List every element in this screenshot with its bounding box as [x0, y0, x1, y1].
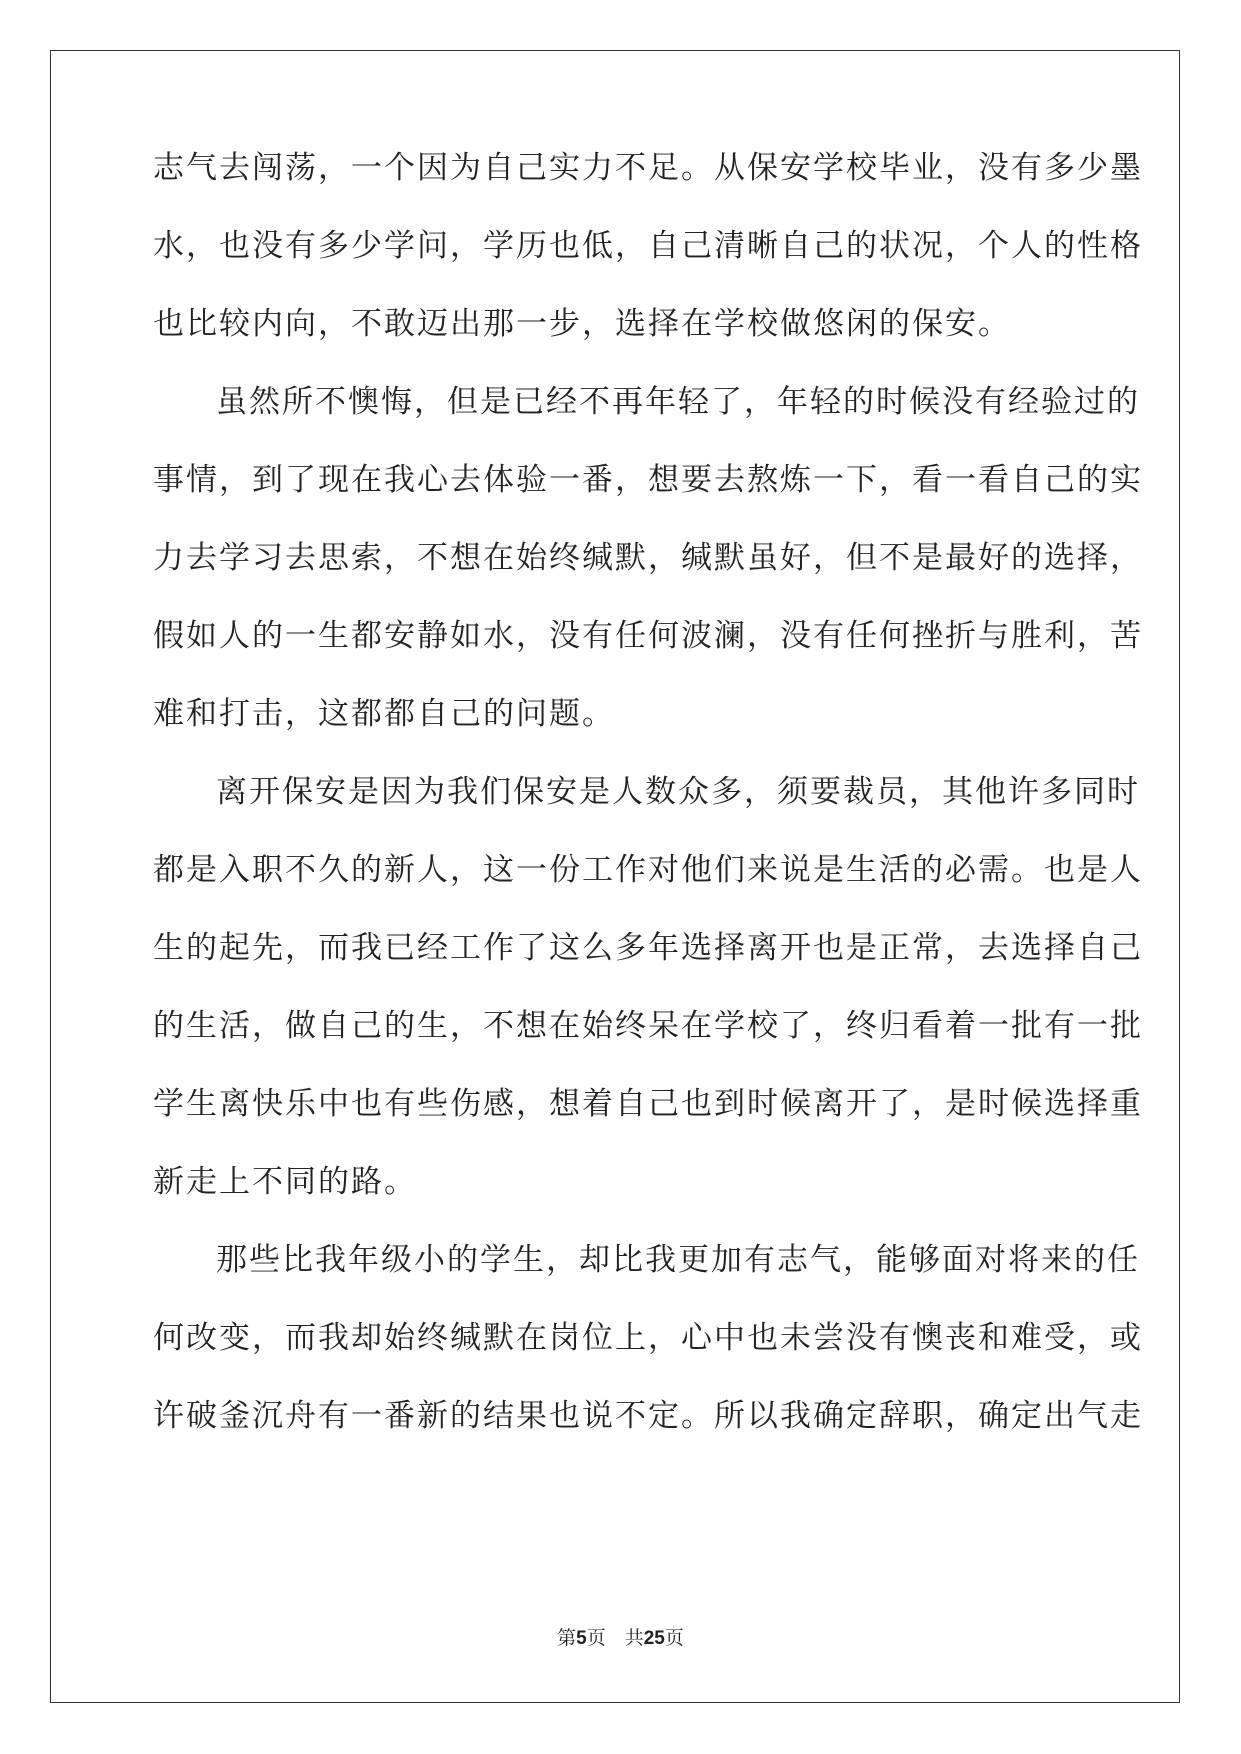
paragraph-3-line-1: 离开保安是因为我们保安是人数众多，须要裁员，其他许多同时 [216, 774, 1140, 810]
paragraph-2-line-1: 虽然所不懊悔，但是已经不再年轻了，年轻的时候没有经验过的 [216, 384, 1140, 420]
paragraph-3-line-3: 生的起先，而我已经工作了这么多年选择离开也是正常，去选择自己 [153, 930, 1143, 966]
paragraph-2-line-5: 难和打击，这都都自己的问题。 [153, 696, 615, 732]
page-number-footer [0, 1626, 1241, 1651]
footer-suffix: 页 [664, 1627, 684, 1649]
paragraph-3-line-5: 学生离快乐中也有些伤感，想着自己也到时候离开了，是时候选择重 [153, 1086, 1143, 1122]
footer-middle: 页 共 [586, 1627, 644, 1649]
paragraph-3-line-4: 的生活，做自己的生，不想在始终呆在学校了，终归看着一批有一批 [153, 1008, 1143, 1044]
paragraph-1-line-1: 志气去闯荡，一个因为自己实力不足。从保安学校毕业，没有多少墨 [153, 150, 1143, 186]
paragraph-3-line-6: 新走上不同的路。 [153, 1164, 417, 1200]
paragraph-2-line-4: 假如人的一生都安静如水，没有任何波澜，没有任何挫折与胜利，苦 [153, 618, 1143, 654]
paragraph-4-line-2: 何改变，而我却始终缄默在岗位上，心中也未尝没有懊丧和难受，或 [153, 1320, 1143, 1356]
total-pages-number: 25 [643, 1628, 665, 1649]
paragraph-1-line-3: 也比较内向，不敢迈出那一步，选择在学校做悠闲的保安。 [153, 306, 1011, 342]
paragraph-4-line-1: 那些比我年级小的学生，却比我更加有志气，能够面对将来的任 [216, 1242, 1140, 1278]
footer-prefix: 第 [557, 1627, 577, 1649]
paragraph-3-line-2: 都是入职不久的新人，这一份工作对他们来说是生活的必需。也是人 [153, 852, 1143, 888]
paragraph-4-line-3: 许破釜沉舟有一番新的结果也说不定。所以我确定辞职，确定出气走 [153, 1398, 1143, 1434]
current-page-number: 5 [576, 1628, 587, 1649]
paragraph-1-line-2: 水，也没有多少学问，学历也低，自己清晰自己的状况，个人的性格 [153, 228, 1143, 264]
paragraph-2-line-3: 力去学习去思索，不想在始终缄默，缄默虽好，但不是最好的选择， [153, 540, 1143, 576]
paragraph-2-line-2: 事情，到了现在我心去体验一番，想要去熬炼一下，看一看自己的实 [153, 462, 1143, 498]
